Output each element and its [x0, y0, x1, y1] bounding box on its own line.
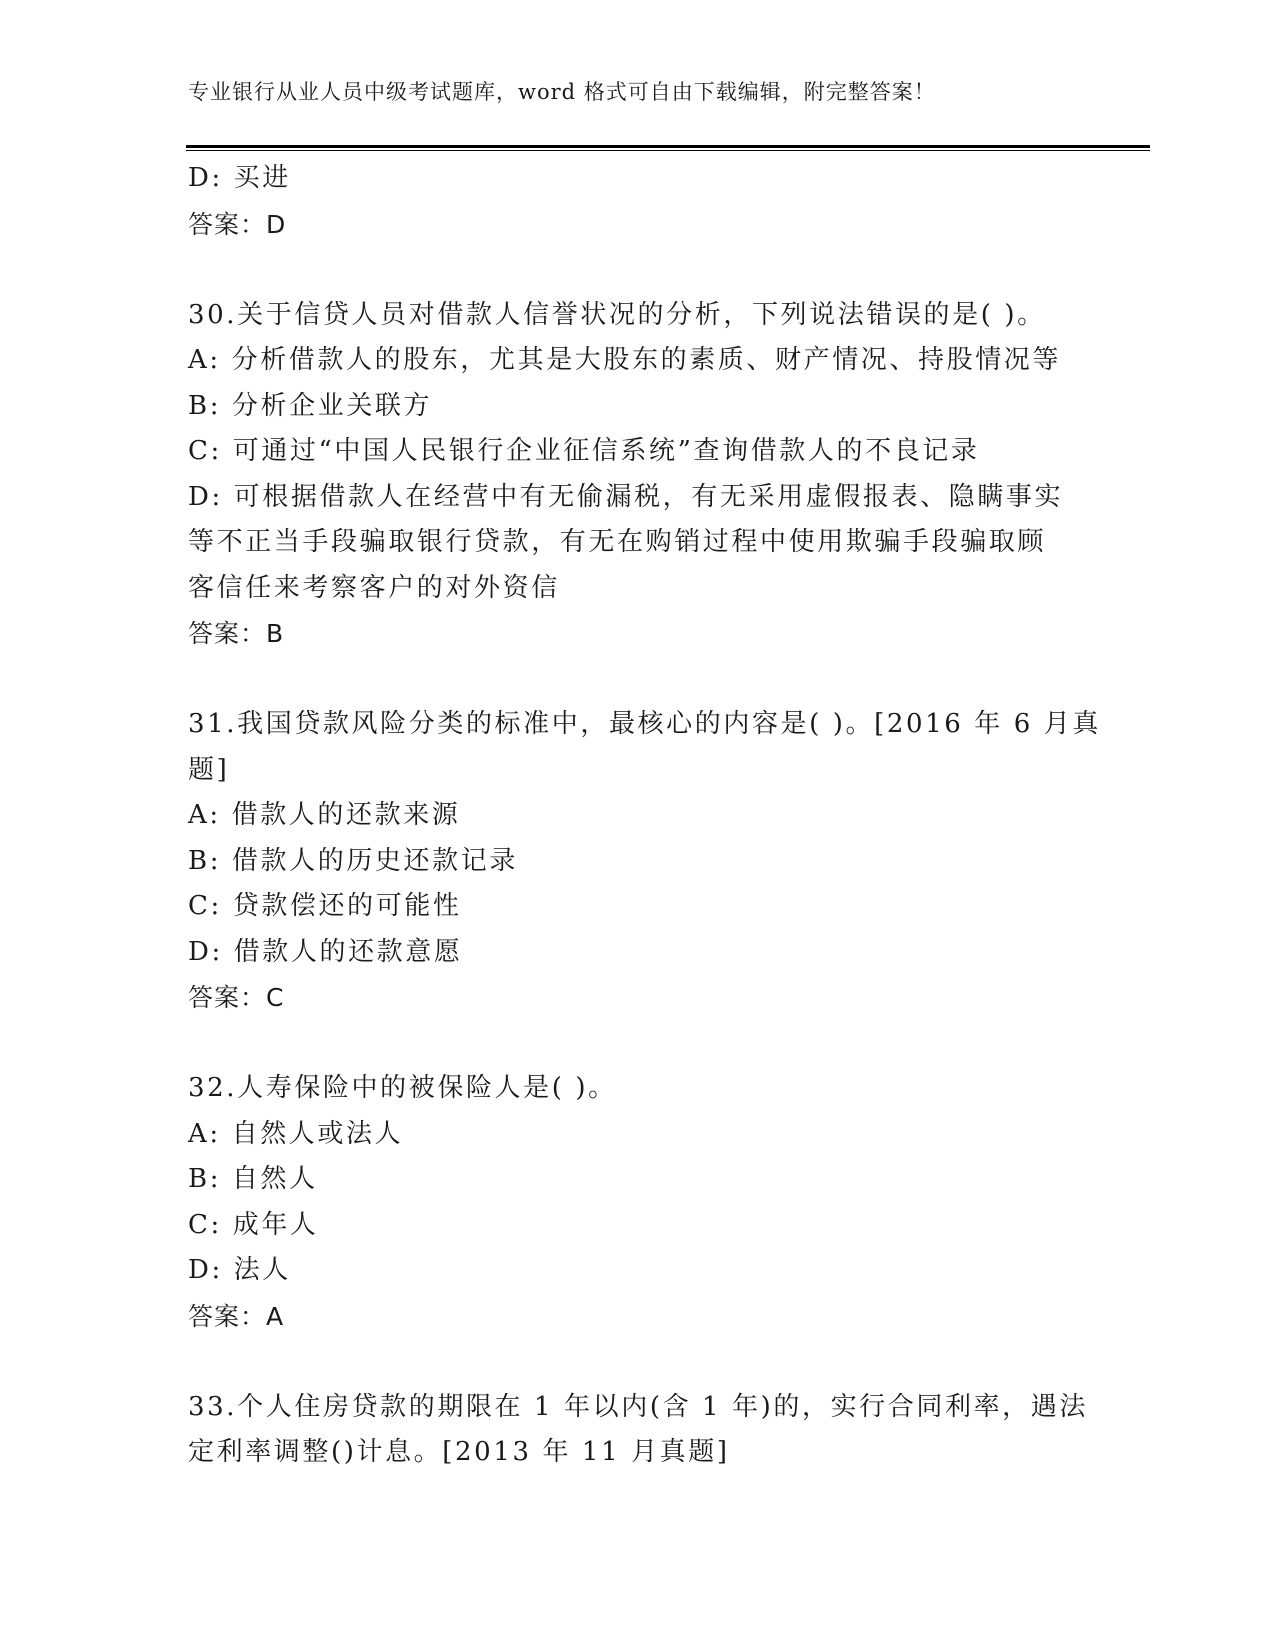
question-stem-continued: 题] [188, 754, 230, 785]
header-rule-thick [186, 145, 1150, 148]
question-32 [188, 1066, 1088, 1339]
spacer [188, 247, 1088, 293]
page-header: 专业银行从业人员中级考试题库，word 格式可自由下载编辑，附完整答案！ [188, 80, 936, 104]
option-d: D: 买进 [188, 163, 291, 193]
option-d: D: 借款人的还款意愿 [188, 936, 463, 967]
option-a: A: 自然人或法人 [188, 1118, 404, 1149]
option-d: D: 可根据借款人在经营中有无偷漏税，有无采用虚假报表、隐瞒事实 [188, 481, 1064, 512]
question-stem: 31.我国贷款风险分类的标准中，最核心的内容是( )。[2016 年 6 月真 [188, 709, 1101, 739]
answer-line: 答案：C [188, 983, 285, 1012]
option-c: C: 贷款偿还的可能性 [188, 891, 462, 921]
question-content [188, 156, 1101, 1476]
option-a: A: 分析借款人的股东，尤其是大股东的素质、财产情况、持股情况等 [188, 345, 1062, 375]
question-31 [188, 702, 1101, 1021]
header-rule-thin [186, 150, 1150, 151]
question-33 [188, 1385, 1088, 1476]
answer-line: 答案：A [188, 1301, 285, 1331]
question-stem: 33.个人住房贷款的期限在 1 年以内(含 1 年)的，实行合同利率，遇法 [188, 1391, 1088, 1422]
spacer [188, 1339, 1088, 1385]
question-stem-continued: 定利率调整()计息。[2013 年 11 月真题] [188, 1437, 730, 1467]
option-b: B: 分析企业关联方 [188, 390, 433, 421]
spacer [188, 657, 1088, 703]
answer-line: 答案：B [188, 619, 285, 648]
option-c: C: 成年人 [188, 1209, 319, 1240]
spacer [188, 1021, 1088, 1067]
question-30 [188, 293, 1088, 657]
option-a: A: 借款人的还款来源 [188, 800, 461, 830]
option-c: C: 可通过“中国人民银行企业征信系统”查询借款人的不良记录 [188, 436, 980, 466]
option-d: D: 法人 [188, 1255, 291, 1285]
question-stem: 32.人寿保险中的被保险人是( )。 [188, 1073, 617, 1103]
option-b: B: 自然人 [188, 1164, 318, 1194]
question-stem: 30.关于信贷人员对借款人信誉状况的分析，下列说法错误的是( )。 [188, 299, 1046, 330]
option-d-continued: 客信任来考察客户的对外资信 [188, 572, 560, 603]
answer-line: 答案：D [188, 209, 287, 239]
option-b: B: 借款人的历史还款记录 [188, 845, 518, 876]
option-d-continued: 等不正当手段骗取银行贷款，有无在购销过程中使用欺骗手段骗取顾 [188, 527, 1047, 557]
